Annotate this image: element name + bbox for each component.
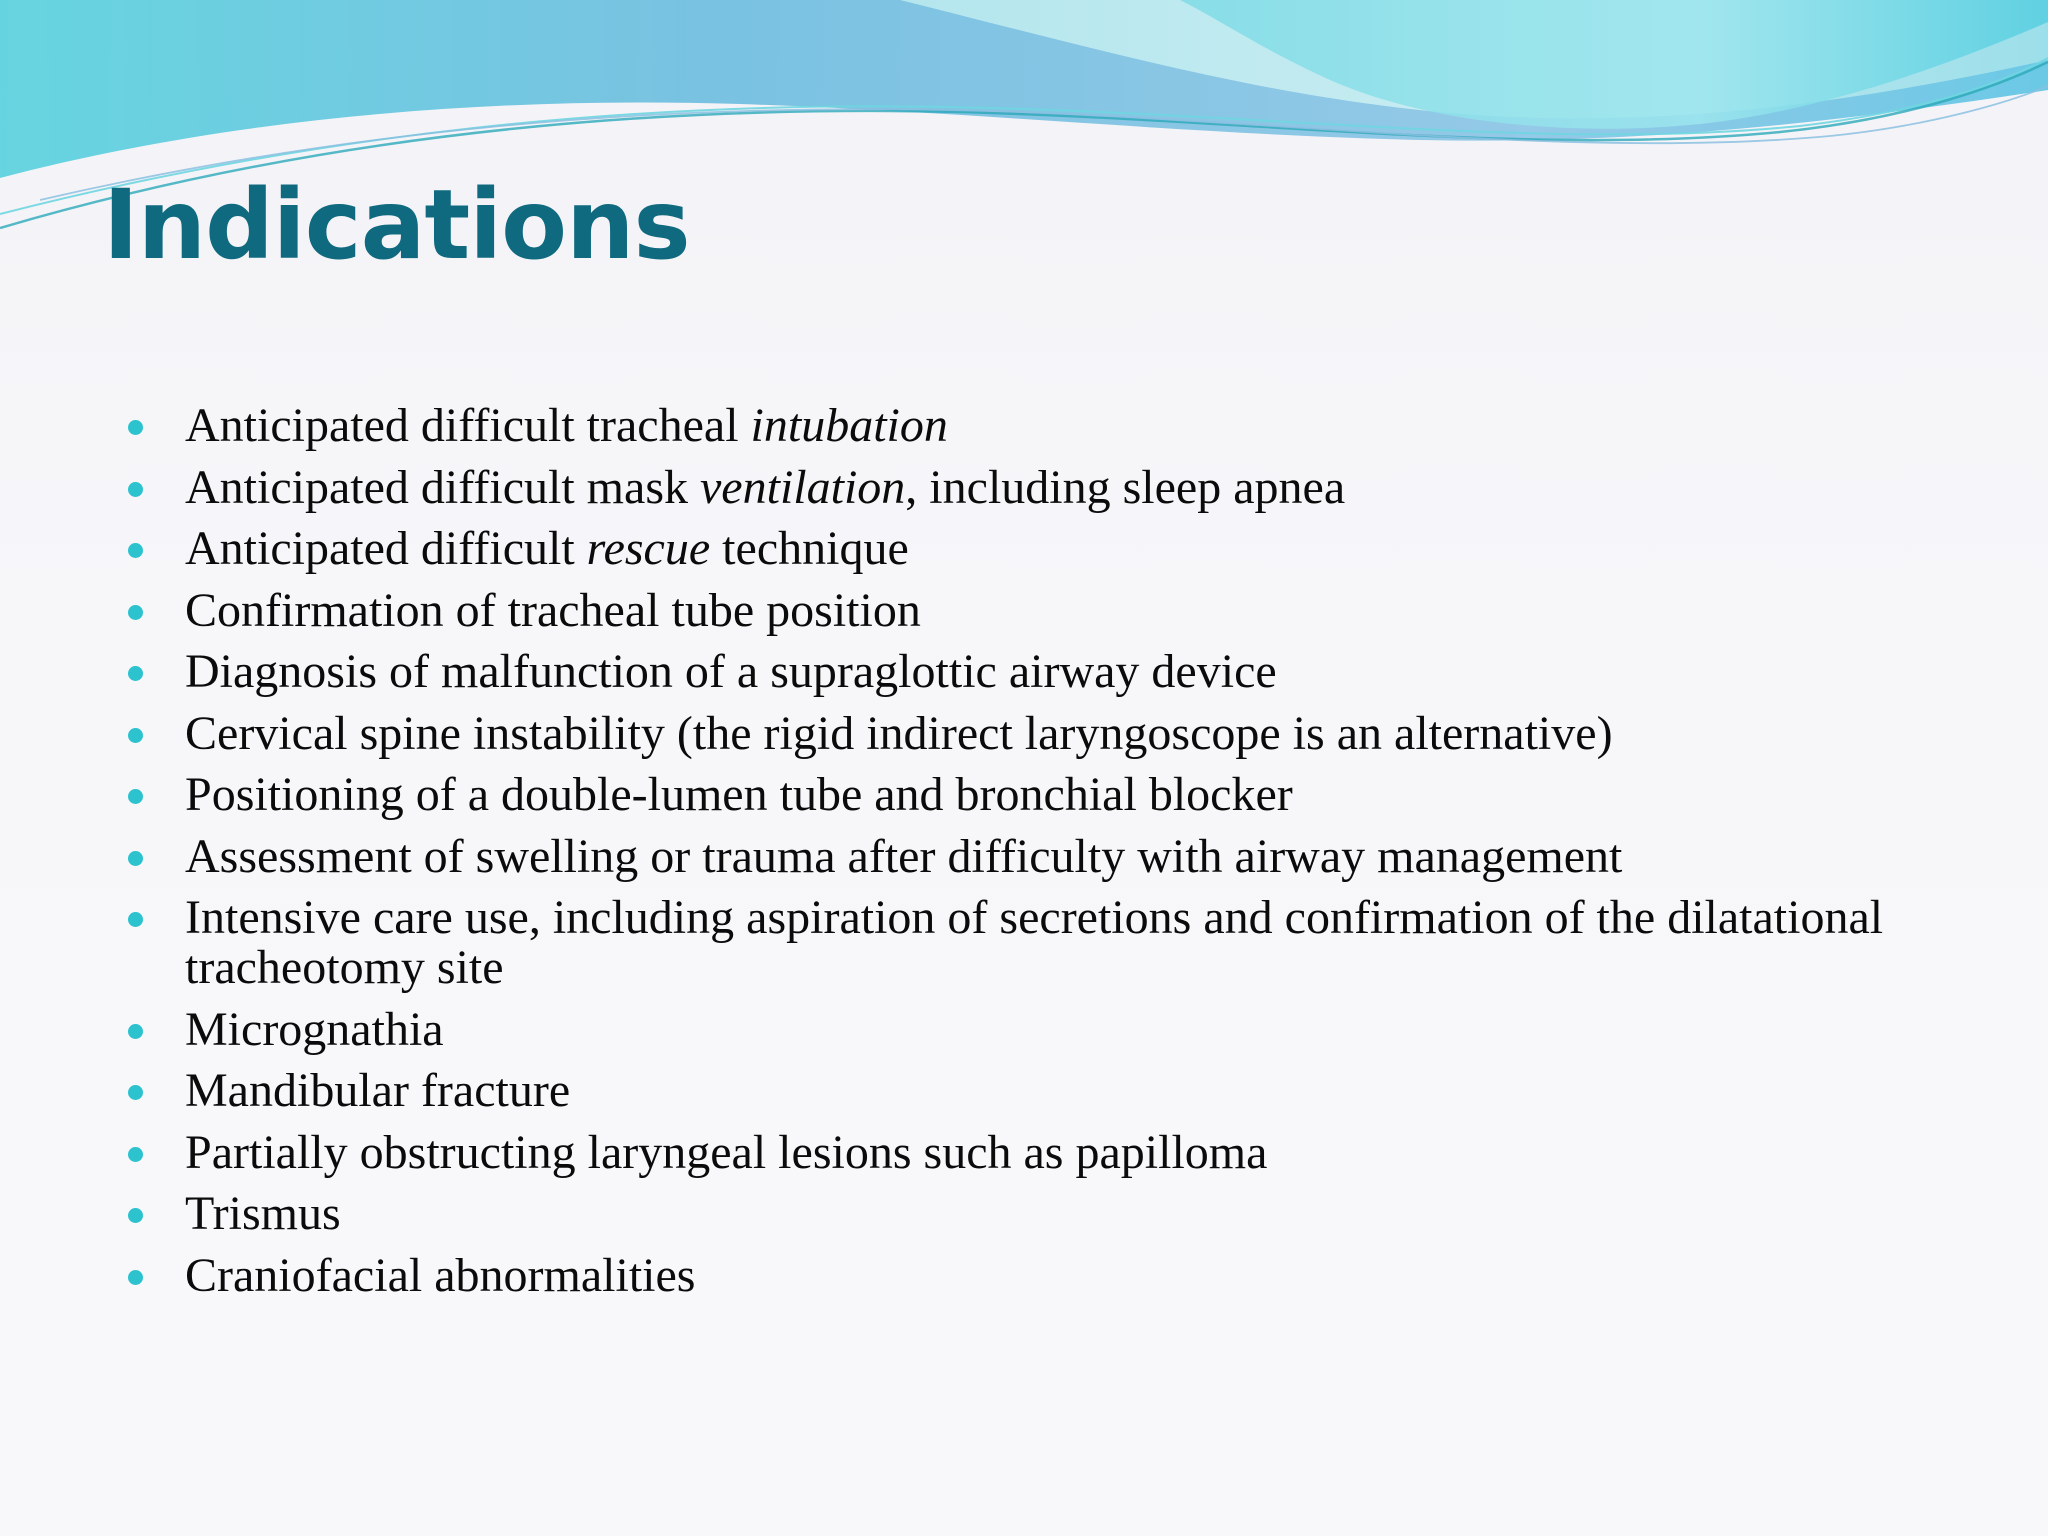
list-item <box>118 1002 1958 1056</box>
list-item <box>118 1125 1958 1179</box>
list-item <box>118 893 2005 993</box>
bullet-icon <box>128 851 143 866</box>
list-item <box>118 1248 1958 1302</box>
list-item <box>118 706 1958 760</box>
bullet-icon <box>128 605 143 620</box>
list-item <box>118 401 1958 451</box>
item-text-after: technique <box>710 522 909 575</box>
bullet-icon <box>128 728 143 743</box>
item-text: Trismus <box>185 1187 341 1240</box>
list-item <box>118 460 1958 514</box>
bullet-icon <box>128 1270 143 1285</box>
bullet-icon <box>128 1085 143 1100</box>
bullet-icon <box>128 1147 143 1162</box>
list-item <box>118 1189 1958 1239</box>
bullet-icon <box>128 912 143 927</box>
item-text: Cervical spine instability (the rigid indirect laryngoscope is an alternative) <box>185 706 1613 760</box>
list-item <box>118 1066 1958 1116</box>
item-text: Anticipated difficult tracheal <box>185 399 751 452</box>
bullet-icon <box>128 666 143 681</box>
item-text: Positioning of a double-lumen tube and bronchial blocker <box>185 768 1293 821</box>
indications-list <box>118 401 1958 1312</box>
bullet-icon <box>128 1208 143 1223</box>
list-item <box>118 647 1958 697</box>
item-text: Diagnosis of malfunction of a supraglottic airway device <box>185 645 1277 698</box>
bullet-icon <box>128 1024 143 1039</box>
item-text: Anticipated difficult mask <box>185 460 700 514</box>
slide-title: Indications <box>103 169 690 281</box>
list-item <box>118 829 1958 883</box>
item-text: Anticipated difficult <box>185 522 587 575</box>
item-emphasis: ventilation <box>700 460 906 514</box>
bullet-icon <box>128 789 143 804</box>
item-text: Assessment of swelling or trauma after difficulty with airway management <box>185 829 1623 883</box>
item-text: Mandibular fracture <box>185 1064 571 1117</box>
item-emphasis: intubation <box>750 399 948 452</box>
item-text: Micrognathia <box>185 1002 444 1056</box>
list-item <box>118 524 1958 574</box>
item-text: Partially obstructing laryngeal lesions such as papilloma <box>185 1125 1268 1179</box>
item-text: Confirmation of tracheal tube position <box>185 583 921 637</box>
item-text: Intensive care use, including aspiration of secretions and confirmation of the dilatational tracheotomy site <box>185 891 1884 994</box>
bullet-icon <box>128 482 143 497</box>
bullet-icon <box>128 420 143 435</box>
list-item <box>118 583 1958 637</box>
item-text: Craniofacial abnormalities <box>185 1248 696 1302</box>
item-text-after: , including sleep apnea <box>905 460 1346 514</box>
bullet-icon <box>128 543 143 558</box>
item-emphasis: rescue <box>586 522 711 575</box>
list-item <box>118 770 1958 820</box>
